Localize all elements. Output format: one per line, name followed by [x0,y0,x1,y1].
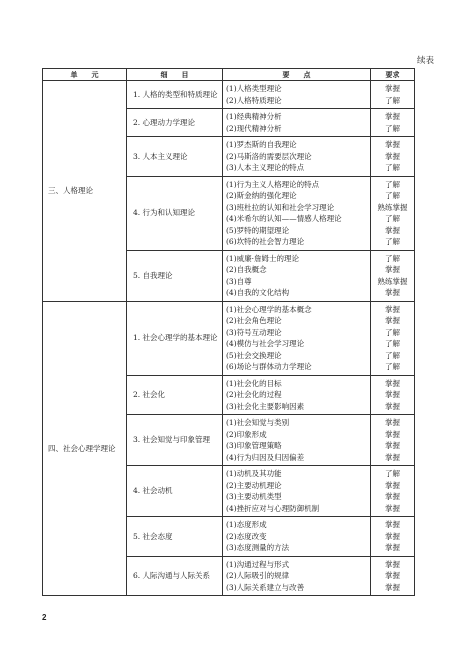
header-item: 细 目 [127,69,223,81]
point-text: (2)马斯洛的需要层次理论 [226,151,312,161]
requirement-text: 掌握 [385,582,400,592]
requirement-text: 掌握 [385,304,400,314]
point-text: (4)挫折应对与心理防御机制 [226,503,320,513]
requirements-cell [371,415,415,466]
requirement-text: 掌握 [385,520,400,529]
requirement-text: 掌握 [385,288,400,297]
requirement-text: 了解 [385,253,400,263]
point-text: (6)坎特的社会智力理论 [226,237,305,246]
requirement-text: 掌握 [385,492,400,501]
requirements-cell [371,466,415,517]
requirement-text: 掌握 [385,429,400,439]
requirement-text: 掌握 [385,112,400,121]
point-text: (3)态度测量的方法 [226,543,290,552]
item-title: 1. 人格的类型和特质理论 [127,81,223,109]
points-cell [223,517,371,557]
point-text: (1)行为主义人格理论的特点 [226,179,320,189]
item-title: 4. 社会动机 [127,466,223,517]
point-text: (1)人格类型理论 [226,84,282,93]
requirement-text: 掌握 [385,503,400,513]
requirement-text: 了解 [385,214,400,223]
point-text: (2)社会角色理论 [226,316,282,325]
requirement-text: 熟练掌握 [377,202,408,212]
requirement-text: 掌握 [385,559,400,569]
requirements-cell [371,109,415,137]
unit-name: 四、社会心理学理论 [43,301,127,596]
points-cell [223,415,371,466]
item-title: 3. 社会知觉与印象管理 [127,415,223,466]
point-text: (3)自尊 [226,276,252,286]
requirement-text: 了解 [385,339,400,348]
points-cell [223,466,371,517]
points-cell [223,81,371,109]
syllabus-table [42,68,415,596]
item-title: 1. 社会心理学的基本理论 [127,301,223,375]
requirement-text: 了解 [385,191,400,200]
point-text: (1)社会心理学的基本概念 [226,304,312,314]
point-text: (2)态度改变 [226,531,267,541]
point-text: (5)社会交换理论 [226,350,282,360]
point-text: (2)现代精神分析 [226,123,282,133]
requirement-text: 掌握 [385,378,400,388]
page-number: 2 [42,613,47,622]
requirement-text: 了解 [385,163,400,172]
point-text: (2)斯金纳的强化理论 [226,191,297,200]
point-text: (2)主要动机理论 [226,480,282,490]
continued-label: 续表 [416,56,434,66]
requirement-text: 掌握 [385,84,400,93]
requirement-text: 了解 [385,362,400,371]
requirement-text: 掌握 [385,390,400,399]
point-text: (1)罗杰斯的自我理论 [226,140,297,149]
item-title: 3. 人本主义理论 [127,137,223,177]
requirements-cell [371,301,415,375]
requirements-cell [371,517,415,557]
point-text: (2)自我概念 [226,265,267,274]
requirement-text: 掌握 [385,441,400,450]
point-text: (5)罗特的期望理论 [226,225,290,235]
header-requirement: 要求 [371,69,415,81]
point-text: (2)人格特质理论 [226,95,282,105]
requirement-text: 了解 [385,123,400,133]
requirements-cell [371,137,415,177]
point-text: (3)符号互动理论 [226,327,282,337]
header-unit: 单 元 [43,69,127,81]
item-title: 4. 行为和认知理论 [127,176,223,250]
point-text: (4)米希尔的认知——情感人格理论 [226,214,342,223]
requirement-text: 掌握 [385,480,400,490]
table-row [43,81,415,109]
point-text: (3)人本主义理论的特点 [226,163,305,172]
requirement-text: 了解 [385,237,400,246]
header-points: 要 点 [223,69,371,81]
point-text: (1)动机及其功能 [226,469,282,478]
point-text: (3)班杜拉的认知和社会学习理论 [226,202,335,212]
requirement-text: 了解 [385,327,400,337]
requirement-text: 掌握 [385,265,400,274]
requirement-text: 掌握 [385,452,400,462]
requirements-cell [371,176,415,250]
requirement-text: 了解 [385,350,400,360]
point-text: (3)主要动机类型 [226,492,282,501]
unit-name: 三、人格理论 [43,81,127,302]
requirement-text: 掌握 [385,543,400,552]
requirement-text: 掌握 [385,316,400,325]
points-cell [223,301,371,375]
point-text: (1)威廉·詹姆士的理论 [226,253,300,263]
requirements-cell [371,81,415,109]
point-text: (6)场论与群体动力学理论 [226,362,312,371]
requirements-cell [371,556,415,596]
point-text: (2)印象形成 [226,429,267,439]
points-cell [223,556,371,596]
point-text: (2)人际吸引的规律 [226,571,290,580]
requirement-text: 熟练掌握 [377,276,408,286]
point-text: (1)沟通过程与形式 [226,559,290,569]
point-text: (3)人际关系建立与改善 [226,582,305,592]
points-cell [223,109,371,137]
item-title: 6. 人际沟通与人际关系 [127,556,223,596]
points-cell [223,375,371,415]
item-title: 2. 社会化 [127,375,223,415]
point-text: (1)社会化的目标 [226,378,282,388]
requirement-text: 掌握 [385,140,400,149]
item-title: 2. 心理动力学理论 [127,109,223,137]
requirement-text: 了解 [385,179,400,189]
requirement-text: 掌握 [385,151,400,161]
requirement-text: 掌握 [385,418,400,427]
point-text: (1)社会知觉与类别 [226,418,290,427]
point-text: (3)印象管理策略 [226,441,282,450]
requirement-text: 掌握 [385,225,400,235]
point-text: (4)行为归因及归因偏差 [226,452,305,462]
item-title: 5. 自我理论 [127,250,223,301]
point-text: (4)自我的文化结构 [226,288,290,297]
points-cell [223,250,371,301]
requirements-cell [371,250,415,301]
point-text: (1)态度形成 [226,520,267,529]
requirement-text: 掌握 [385,571,400,580]
item-title: 5. 社会态度 [127,517,223,557]
point-text: (4)模仿与社会学习理论 [226,339,305,348]
points-cell [223,176,371,250]
point-text: (2)社会化的过程 [226,390,282,399]
requirement-text: 了解 [385,95,400,105]
requirements-cell [371,375,415,415]
table-row [43,301,415,375]
point-text: (3)社会化主要影响因素 [226,401,305,411]
requirement-text: 掌握 [385,531,400,541]
requirement-text: 掌握 [385,401,400,411]
requirement-text: 了解 [385,469,400,478]
points-cell [223,137,371,177]
point-text: (1)经典精神分析 [226,112,282,121]
table-header-row [43,69,415,81]
table-body [43,81,415,596]
